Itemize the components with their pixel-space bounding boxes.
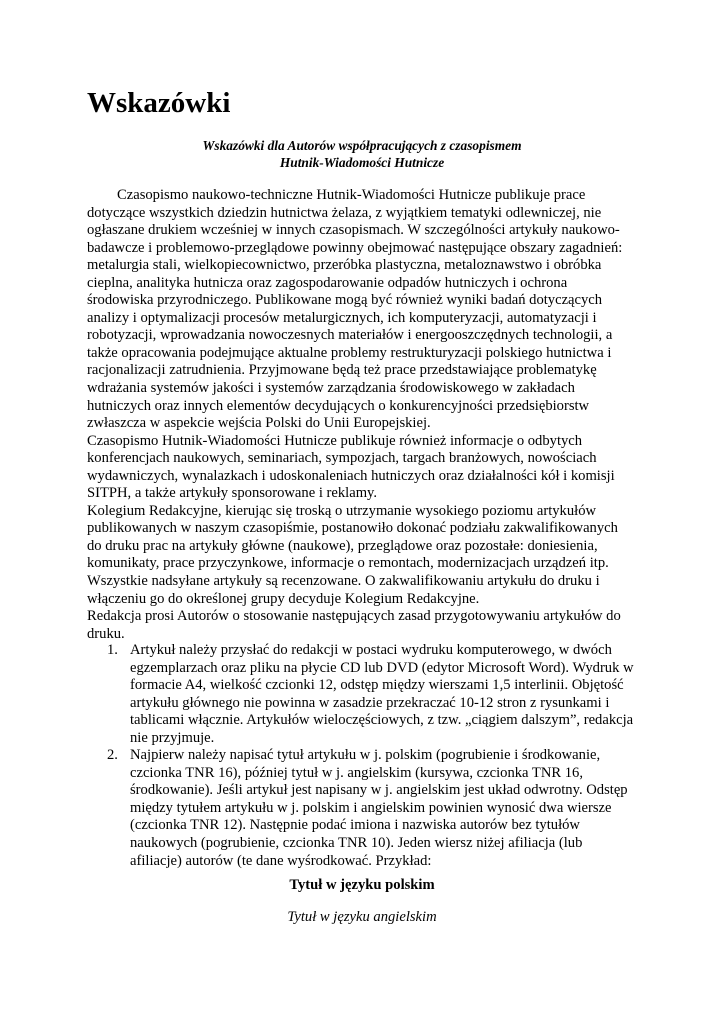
subtitle-line: Wskazówki dla Autorów współpracujących z czasopismem	[202, 138, 522, 153]
list-item	[107, 642, 647, 747]
text-line: druku.	[87, 625, 125, 642]
subtitle-line: Hutnik-Wiadomości Hutnicze	[279, 154, 445, 170]
example-title-polish: Tytuł w języku polskim	[289, 877, 435, 893]
text-line: racjonalizacji zatrudnienia. Przyjmowane będą też prace przedstawiające problematykę	[87, 362, 597, 379]
example-title-english: Tytuł w języku angielskim	[287, 909, 437, 925]
text-line: do druku prac na artykuły główne (naukowe), przeglądowe oraz pozostałe: doniesienia,	[87, 537, 598, 554]
text-line: badawcze i problemowo-przeglądowe powinny obejmować następujące obszary zagadnień:	[87, 239, 623, 256]
text-line: między tytułem artykułu w j. polskim i angielskim powinien wynosić dwa wiersze	[130, 799, 612, 816]
subtitle	[87, 138, 637, 171]
text-line: nie przyjmuje.	[130, 729, 215, 746]
text-line: formacie A4, wielkość czcionki 12, odstęp między wierszami 1,5 interlinii. Objętość	[130, 677, 624, 694]
text-line: cieplna, analityka hutnicza oraz zagospodarowanie odpadów hutniczych i ochrona	[87, 274, 568, 291]
page-title: Wskazówki	[87, 87, 231, 119]
text-line: naukowych (pogrubienie, czcionka TNR 10). Jeden wiersz niżej afiliacja (lub	[130, 835, 583, 852]
text-line: dotyczące wszystkich dziedzin hutnictwa żelaza, z wyjątkiem tematyki odlewniczej, nie	[87, 204, 602, 221]
text-line: (czcionka TNR 12). Następnie podać imiona i nazwiska autorów bez tytułów	[130, 817, 580, 834]
text-line: Najpierw należy napisać tytuł artykułu w j. polskim (pogrubienie i środkowanie,	[130, 747, 601, 764]
text-line: także opracowania podejmujące aktualne problemy restrukturyzacji polskiego hutnictwa i	[87, 344, 612, 361]
text-line: wdrażania systemów jakości i systemów zarządzania środowiskowego w zakładach	[87, 380, 575, 397]
text-line: Redakcja prosi Autorów o stosowanie następujących zasad przygotowywaniu artykułów do	[87, 608, 621, 625]
text-line: analizy i optymalizacji procesów metalurgicznych, ich komputeryzacji, automatyzacji i	[87, 309, 597, 326]
text-line: Wszystkie nadsyłane artykuły są recenzowane. O zakwalifikowaniu artykułu do druku i	[87, 573, 600, 590]
text-line: komunikaty, prace przyczynkowe, informacje o remontach, modernizacjach urządzeń itp.	[87, 555, 609, 572]
text-line: wydawniczych, wynalazkach i udoskonaleniach hutniczych oraz działalności kół i komisji	[87, 467, 615, 484]
text-line: ogłaszane drukiem wcześniej w innych czasopismach. W szczególności artykuły naukowo-	[87, 222, 620, 239]
text-line: Czasopismo naukowo-techniczne Hutnik-Wiadomości Hutnicze publikuje prace	[117, 187, 586, 203]
list-item-number: 1.	[107, 642, 118, 658]
text-line: środowiska przyrodniczego. Publikowane mogą być również wyniki badań dotyczących	[87, 292, 603, 309]
text-line: czcionka TNR 16), później tytuł w j. angielskim (kursywa, czcionka TNR 16,	[130, 764, 583, 781]
text-line: tablicami włącznie. Artykułów wieloczęściowych, z tzw. „ciągiem dalszym”, redakcja	[130, 712, 634, 729]
text-line: zwłaszcza w aspekcie wejścia Polski do Unii Europejskiej.	[87, 415, 431, 432]
text-line: środkowanie). Jeśli artykuł jest napisany w j. angielskim jest układ odwrotny. Odstęp	[130, 782, 628, 799]
list-item	[107, 747, 647, 870]
text-line: włączeniu go do określonej grupy decyduje Kolegium Redakcyjne.	[87, 590, 480, 607]
text-line: Czasopismo Hutnik-Wiadomości Hutnicze publikuje również informacje o odbytych	[87, 432, 583, 449]
text-line: SITPH, a także artykuły sponsorowane i reklamy.	[87, 485, 378, 502]
text-line: afiliacje) autorów (te dane wyśrodkować. Przykład:	[130, 852, 432, 869]
body-paragraphs	[87, 187, 647, 643]
text-line: robotyzacji, wprowadzania nowoczesnych materiałów i energooszczędnych technologii, a	[87, 327, 613, 344]
text-line: egzemplarzach oraz pliku na płycie CD lub DVD (edytor Microsoft Word). Wydruk w	[130, 659, 634, 676]
text-line: artykułu głównego nie powinna w zasadzie przekraczać 10-12 stron z rysunkami i	[130, 694, 610, 711]
text-line: Artykuł należy przysłać do redakcji w postaci wydruku komputerowego, w dwóch	[130, 642, 612, 658]
text-line: publikowanych w naszym czasopiśmie, postanowiło dokonać podziału zakwalifikowanych	[87, 520, 618, 537]
guidelines-list	[107, 642, 647, 870]
text-line: Kolegium Redakcyjne, kierując się troską o utrzymanie wysokiego poziomu artykułów	[87, 502, 597, 519]
list-item-number: 2.	[107, 747, 118, 764]
text-line: metalurgia stali, wielkopiecownictwo, przeróbka plastyczna, metaloznawstwo i obróbka	[87, 257, 602, 274]
text-line: hutniczych oraz innych elementów decydujących o konkurencyjności przedsiębiorstw	[87, 397, 590, 414]
text-line: konferencjach naukowych, seminariach, sympozjach, targach branżowych, nowościach	[87, 450, 597, 467]
